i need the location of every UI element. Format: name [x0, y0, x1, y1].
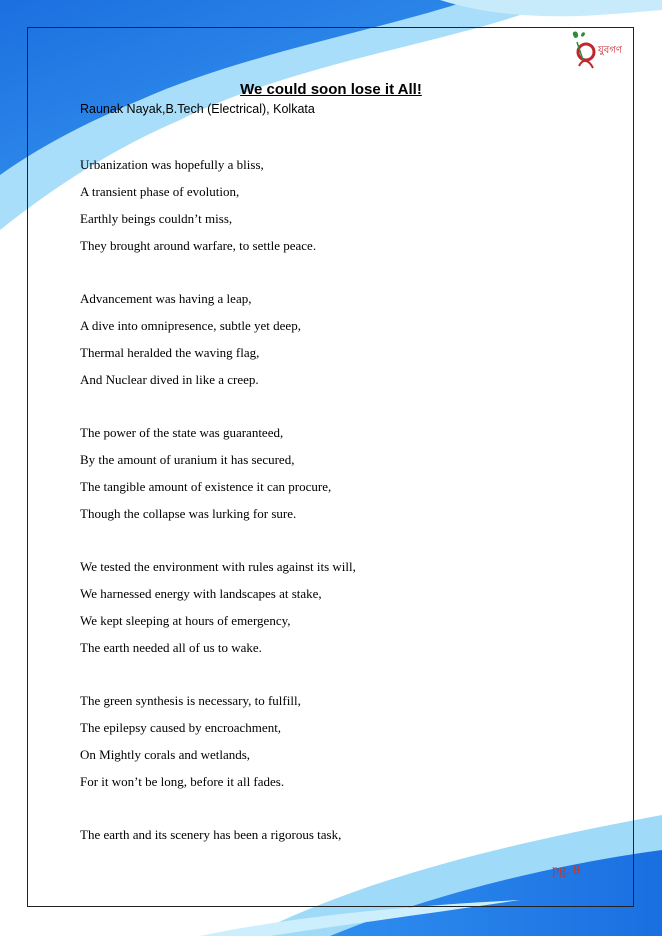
poem-line: On Mightly corals and wetlands,: [80, 747, 251, 762]
poem-line: A transient phase of evolution,: [80, 184, 240, 199]
stanza-5: [80, 687, 301, 795]
poem-line: For it won’t be long, before it all fades.: [80, 774, 285, 789]
stanza-3: [80, 419, 331, 527]
page-number: pg. 8: [552, 863, 580, 878]
poem-line: And Nuclear dived in like a creep.: [80, 372, 259, 387]
poem-line: A dive into omnipresence, subtle yet deep,: [80, 318, 301, 333]
poem-line: Urbanization was hopefully a bliss,: [80, 157, 264, 172]
poem-line: We tested the environment with rules against its will,: [80, 559, 356, 574]
stanza-1: [80, 151, 316, 259]
stanza-2: [80, 285, 301, 393]
poem-author: Raunak Nayak,B.Tech (Electrical), Kolkata: [80, 102, 315, 116]
poem-title: We could soon lose it All!: [240, 81, 422, 98]
poem-line: The earth needed all of us to wake.: [80, 640, 262, 655]
poem-line: The tangible amount of existence it can procure,: [80, 479, 332, 494]
poem-line: The power of the state was guaranteed,: [80, 425, 284, 440]
poem-line: They brought around warfare, to settle peace.: [80, 238, 317, 253]
poem-line: The green synthesis is necessary, to fulfill,: [80, 693, 301, 708]
logo-text: যুবগণ: [598, 45, 622, 56]
poem-line: Though the collapse was lurking for sure.: [80, 506, 297, 521]
poem-line: We harnessed energy with landscapes at stake,: [80, 586, 322, 601]
poem-line: The epilepsy caused by encroachment,: [80, 720, 282, 735]
poem-line: Advancement was having a leap,: [80, 291, 252, 306]
stanza-4: [80, 553, 356, 661]
poem-line: Thermal heralded the waving flag,: [80, 345, 260, 360]
stanza-6: [80, 821, 341, 848]
poem-line: We kept sleeping at hours of emergency,: [80, 613, 291, 628]
poem-line: Earthly beings couldn’t miss,: [80, 211, 233, 226]
poem-line: By the amount of uranium it has secured,: [80, 452, 295, 467]
poem-line: The earth and its scenery has been a rigorous task,: [80, 827, 342, 842]
